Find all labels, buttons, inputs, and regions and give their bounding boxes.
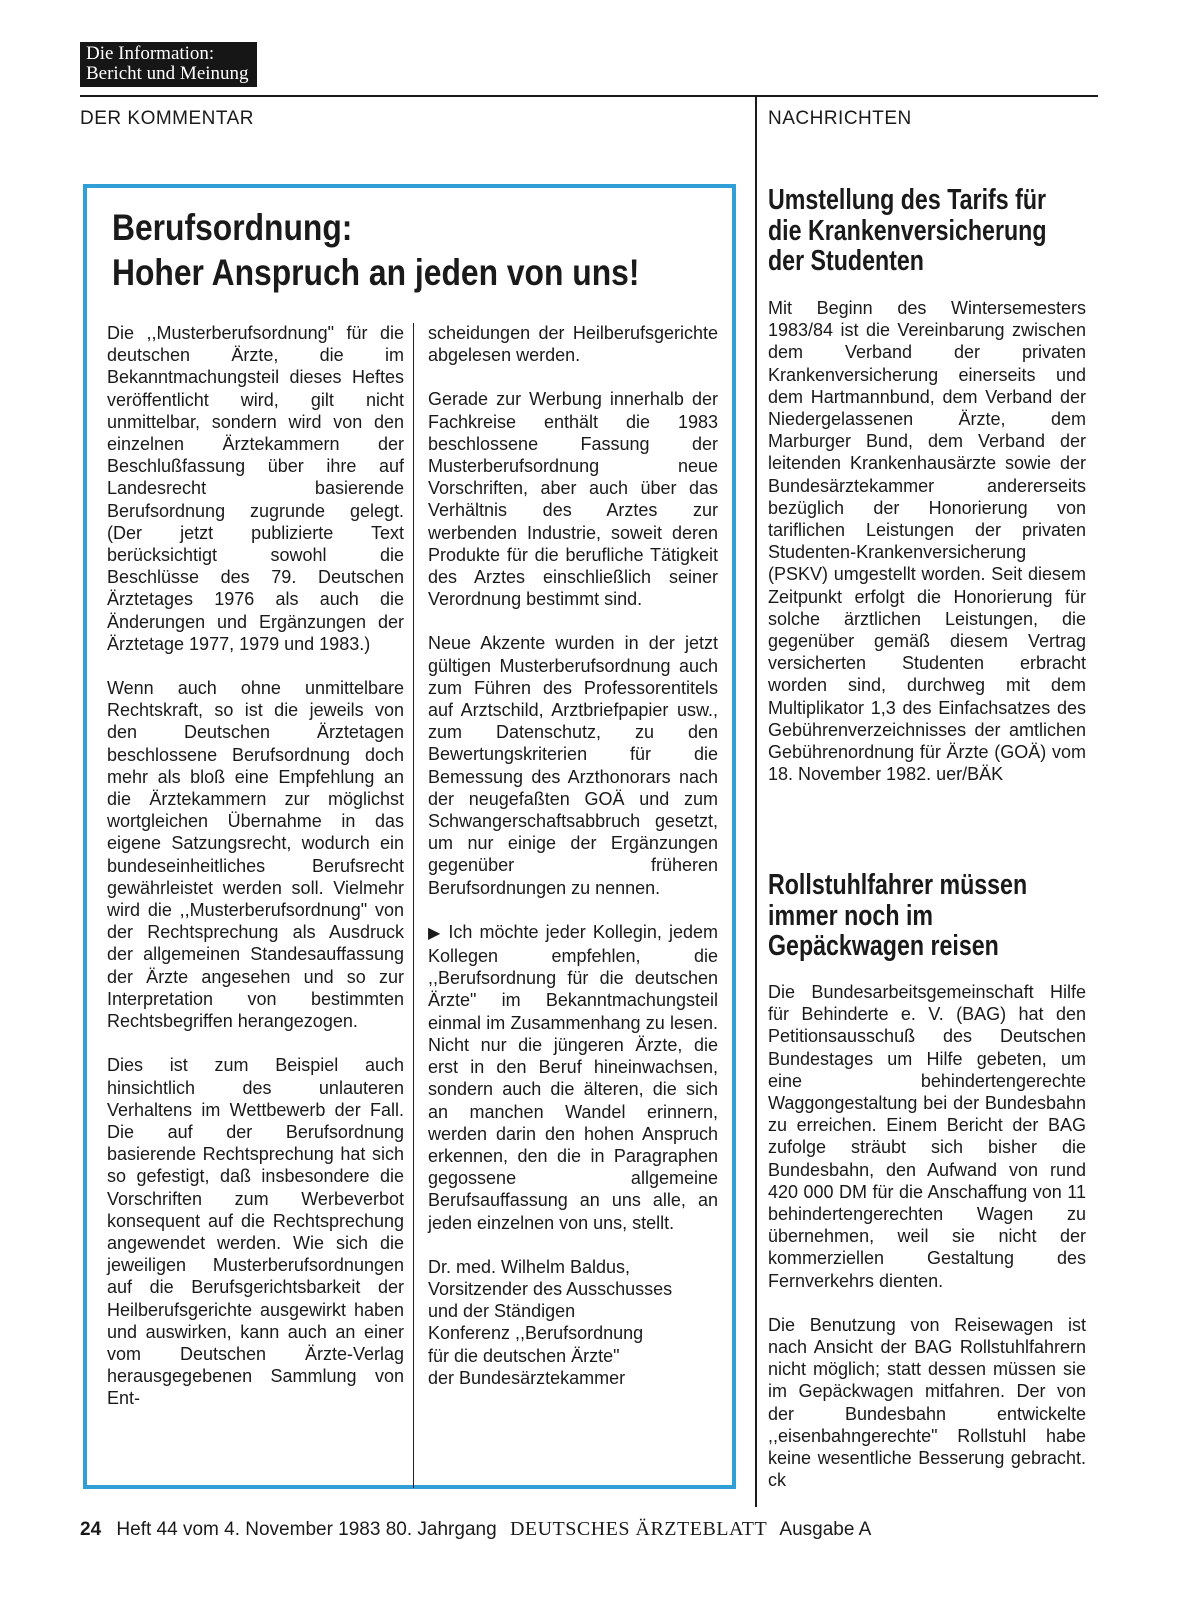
news-headline-line: immer noch im [768,899,934,932]
news-headline-1 [768,185,1088,277]
news-headline-line: Rollstuhlfahrer müssen [768,869,1028,901]
edition-label: Ausgabe A [779,1519,872,1540]
masthead [80,42,257,87]
paragraph: Mit Beginn des Wintersemesters 1983/84 ist die Vereinbarung zwischen dem Verband der privaten Krankenversicherung einerseits und dem Hartmannbund, dem Verband der Niedergelassenen Ärzte, dem Marburger Bund, dem Verband der leitenden Krankenhausärzte sowie der Bundesärztekammer andererseits bezüglich der Honorierung von tariflichen Leistungen der privaten Studenten-Krankenversicherung (PSKV) umgestellt worden. Seit diesem Zeitpunkt erfolgt die Honorierung für solche ärztlichen Leistungen, die gegenüber gemäß diesem Vertrag versicherten Studenten erbracht worden sind, durchweg mit dem Multiplikator 1,3 des Einfachsatzes des Gebührenverzeichnisses der amtlichen Gebührenordnung für Ärzte (GOÄ) vom 18. November 1982. uer/BÄK [768,298,1086,785]
headline-line-1: Berufsordnung: [112,207,353,248]
news-headline-line: die Krankenversicherung [768,214,1047,247]
commentary-column-divider [413,323,414,1488]
news-headline-line: Gepäckwagen reisen [768,930,999,962]
news-body-2 [768,981,1086,1513]
paragraph: Die Bundesarbeitsgemeinschaft Hilfe für Behinderte e. V. (BAG) hat den Petitionsausschuß des Deutschen Bundestages um Hilfe gebeten, um eine behindertengerechte Waggongestaltung bei der Bundesbahn zu erreichen. Einem Bericht der BAG zufolge sträubt sich bisher die Bundesbahn, den Aufwand von rund 420 000 DM für die Anschaffung von 11 behindertengerechten Wagen zu übernehmen, weil sie nicht der kommerziellen Gestaltung des Fernverkehrs dienten. [768,982,1086,1291]
news-headline-2 [768,870,1088,962]
issue-info: Heft 44 vom 4. November 1983 80. Jahrgang [116,1519,497,1540]
paragraph: Die ,,Musterberufsordnung" für die deutschen Ärzte, die im Bekanntmachungsteil dieses Heftes veröffentlicht wird, gilt nicht unmittelbar, sondern wird von den einzelnen Ärztekammern der Beschlußfassung über ihre auf Landesrecht basierende Berufsordnung zugrunde gelegt. (Der jetzt publizierte Text berücksichtigt sowohl die Beschlüsse des 79. Deutschen Ärztetages 1976 als auch die Änderungen und Ergänzungen der Ärztetage 1977, 1979 und 1983.) [107,323,404,654]
commentary-column-b [428,322,718,1389]
signature-line: der Bundesärztekammer [428,1367,626,1388]
page-footer [80,1518,871,1541]
section-label-nachrichten: NACHRICHTEN [768,108,912,129]
top-rule [80,95,1098,97]
column-rule [755,95,757,1507]
triangle-arrow-icon: ▶ [428,924,443,942]
signature-line: und der Ständigen [428,1301,576,1322]
headline-line-2: Hoher Anspruch an jeden von uns! [112,252,640,293]
paragraph: Neue Akzente wurden in der jetzt gültigen Musterberufsordnung auch zum Führen des Professorentitels auf Arztschild, Arztbriefpapier usw., zum Datenschutz, zu den Bewertungskriterien für die Bemessung des Arzthonorars nach der neugefaßten GOÄ und zum Schwangerschaftsabbruch gesetzt, um nur einige der Ergänzungen gegenüber früheren Berufsordnungen zu nennen. [428,633,718,898]
paragraph: Wenn auch ohne unmittelbare Rechtskraft, so ist die jeweils von den Deutschen Ärztetagen beschlossene Berufsordnung doch mehr als bloß eine Empfehlung an die Ärztekammern zur möglichst wortgleichen Übernahme in das eigene Satzungsrecht, wodurch ein bundeseinheitliches Berufsrecht gewährleistet werden soll. Vielmehr wird die ,,Musterberufsordnung" von der Rechtsprechung als Ausdruck der allgemeinen Standesauffassung der Ärzte angesehen und so zur Interpretation von bestimmten Rechtsbegriffen herangezogen. [107,678,404,1032]
paragraph: scheidungen der Heilberufsgerichte abgelesen werden. [428,323,718,366]
news-headline-line: der Studenten [768,245,924,277]
section-label-kommentar: DER KOMMENTAR [80,108,254,129]
signature-line: Konferenz ,,Berufsordnung [428,1323,644,1344]
signature-line: Dr. med. Wilhelm Baldus, [428,1256,631,1277]
paragraph: Gerade zur Werbung innerhalb der Fachkreise enthält die 1983 beschlossene Fassung der Musterberufsordnung neue Vorschriften, aber auch über das Verhältnis des Arztes zur werbenden Industrie, soweit deren Produkte für die berufliche Tätigkeit des Arztes einschließlich seiner Verordnung bestimmt sind. [428,389,718,610]
page-number: 24 [80,1519,102,1540]
masthead-line-1: Die Information: [86,43,215,64]
news-headline-line: Umstellung des Tarifs für [768,184,1047,216]
commentary-headline [112,205,645,295]
paragraph: Dies ist zum Beispiel auch hinsichtlich des unlauteren Verhaltens im Wettbewerb der Fall. Die auf der Berufsordnung basierende Rechtsprechung hat sich so gefestigt, daß insbesondere die Vorschriften zum Werbeverbot konsequent auf die Rechtsprechung angewendet werden. Wie sich die jeweiligen Musterberufsordnungen auf die Berufsgerichtsbarkeit der Heilberufsgerichte ausgewirkt haben und auswirken, kann auch an einer vom Deutschen Ärzte-Verlag herausgegebenen Sammlung von Ent- [107,1055,404,1409]
signature-line: für die deutschen Ärzte" [428,1345,620,1366]
paragraph-text: Ich möchte jeder Kollegin, jedem Kollegen empfehlen, die ,,Berufsordnung für die deutschen Ärzte" im Bekanntmachungsteil einmal im Zusammenhang zu lesen. Nicht nur die jüngeren Ärzte, die erst in den Beruf hineinwachsen, sondern auch die älteren, die sich an manchen Wandel erinnern, werden darin den hohen Anspruch erkennen, den die in Paragraphen gegossene allgemeine Berufsauffassung an uns alle, an jeden einzelnen von uns, stellt. [428,921,718,1233]
publication-name: DEUTSCHES ÄRZTEBLATT [509,1518,768,1540]
signature-line: Vorsitzender des Ausschusses [428,1278,673,1299]
masthead-line-2: Bericht und Meinung [86,63,249,84]
paragraph-with-arrow [428,921,718,1234]
signature [428,1256,718,1389]
news-body-1 [768,297,1086,807]
commentary-column-a [107,322,404,1410]
paragraph: Die Benutzung von Reisewagen ist nach Ansicht der BAG Rollstuhlfahrern nicht möglich; statt dessen müssen sie im Gepäckwagen mitfahren. Der von der Bundesbahn entwickelte ,,eisenbahngerechte" Rollstuhl habe keine wesentliche Besserung gebracht. ck [768,1314,1086,1491]
